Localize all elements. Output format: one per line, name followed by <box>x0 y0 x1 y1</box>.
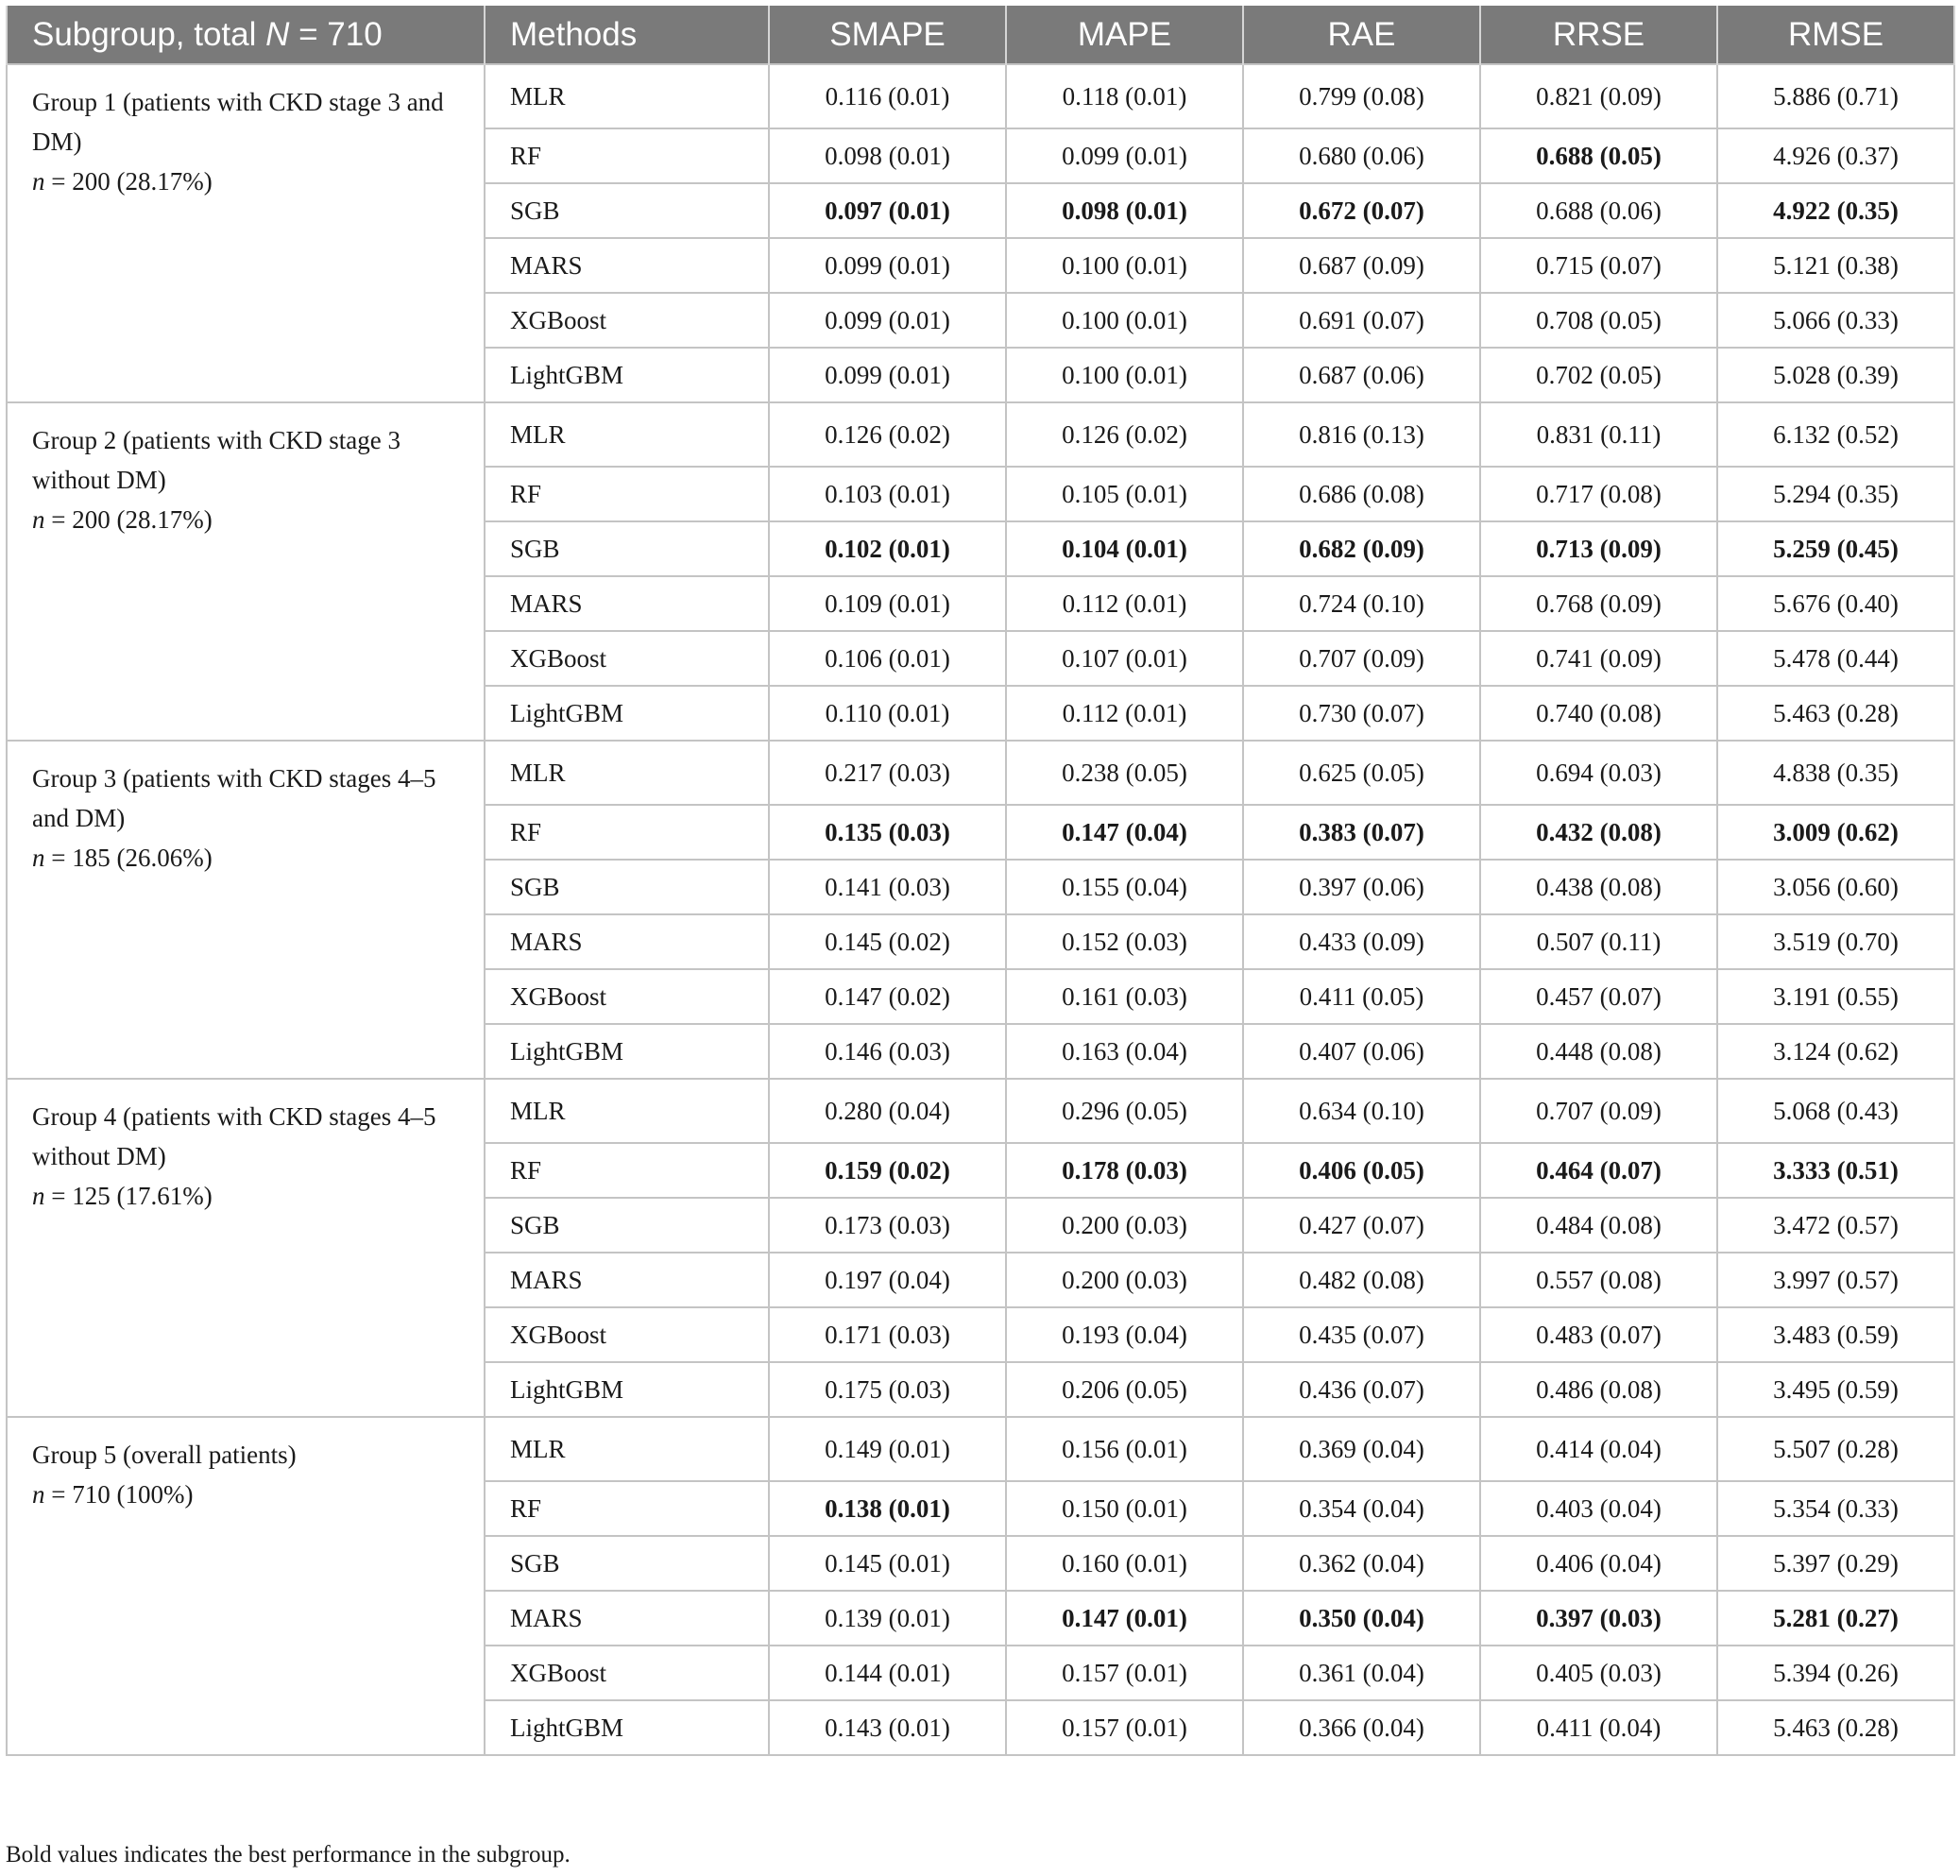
value-cell-rrse: 0.484 (0.08) <box>1480 1198 1717 1253</box>
value-cell-rae: 0.350 (0.04) <box>1243 1591 1480 1646</box>
value-cell-mape: 0.112 (0.01) <box>1006 576 1243 631</box>
value-cell-rae: 0.427 (0.07) <box>1243 1198 1480 1253</box>
value-cell-smape: 0.102 (0.01) <box>769 521 1006 576</box>
value-cell-mape: 0.100 (0.01) <box>1006 293 1243 348</box>
value-cell-rae: 0.369 (0.04) <box>1243 1417 1480 1481</box>
value-cell-mape: 0.105 (0.01) <box>1006 467 1243 521</box>
value-cell-smape: 0.116 (0.01) <box>769 64 1006 128</box>
value-cell-rmse: 5.886 (0.71) <box>1717 64 1954 128</box>
value-cell-rmse: 5.397 (0.29) <box>1717 1536 1954 1591</box>
value-cell-rmse: 3.997 (0.57) <box>1717 1253 1954 1307</box>
value-cell-rmse: 3.124 (0.62) <box>1717 1024 1954 1079</box>
value-cell-mape: 0.178 (0.03) <box>1006 1143 1243 1198</box>
value-cell-smape: 0.144 (0.01) <box>769 1646 1006 1700</box>
value-cell-rae: 0.361 (0.04) <box>1243 1646 1480 1700</box>
subgroup-count-var: n <box>32 844 45 872</box>
method-cell: RF <box>485 467 769 521</box>
value-cell-rmse: 3.495 (0.59) <box>1717 1362 1954 1417</box>
value-cell-rrse: 0.486 (0.08) <box>1480 1362 1717 1417</box>
method-cell: SGB <box>485 1536 769 1591</box>
value-cell-rrse: 0.740 (0.08) <box>1480 686 1717 741</box>
method-cell: MARS <box>485 238 769 293</box>
value-cell-rae: 0.680 (0.06) <box>1243 128 1480 183</box>
subgroup-cell <box>7 64 485 402</box>
value-cell-rrse: 0.707 (0.09) <box>1480 1079 1717 1143</box>
value-cell-rrse: 0.741 (0.09) <box>1480 631 1717 686</box>
value-cell-rrse: 0.464 (0.07) <box>1480 1143 1717 1198</box>
value-cell-rrse: 0.448 (0.08) <box>1480 1024 1717 1079</box>
value-cell-rmse: 5.394 (0.26) <box>1717 1646 1954 1700</box>
value-cell-rmse: 5.259 (0.45) <box>1717 521 1954 576</box>
value-cell-mape: 0.147 (0.01) <box>1006 1591 1243 1646</box>
value-cell-smape: 0.098 (0.01) <box>769 128 1006 183</box>
header-metric-mape: MAPE <box>1006 6 1243 64</box>
value-cell-rrse: 0.768 (0.09) <box>1480 576 1717 631</box>
value-cell-rmse: 4.926 (0.37) <box>1717 128 1954 183</box>
value-cell-mape: 0.160 (0.01) <box>1006 1536 1243 1591</box>
value-cell-smape: 0.110 (0.01) <box>769 686 1006 741</box>
header-metric-smape: SMAPE <box>769 6 1006 64</box>
value-cell-rrse: 0.507 (0.11) <box>1480 914 1717 969</box>
table-row <box>7 64 1954 128</box>
method-cell: LightGBM <box>485 1700 769 1755</box>
value-cell-smape: 0.135 (0.03) <box>769 805 1006 860</box>
value-cell-rmse: 5.121 (0.38) <box>1717 238 1954 293</box>
method-cell: MARS <box>485 1253 769 1307</box>
value-cell-rae: 0.816 (0.13) <box>1243 402 1480 467</box>
subgroup-cell <box>7 402 485 741</box>
value-cell-smape: 0.141 (0.03) <box>769 860 1006 914</box>
method-cell: XGBoost <box>485 1646 769 1700</box>
value-cell-rrse: 0.557 (0.08) <box>1480 1253 1717 1307</box>
value-cell-rae: 0.435 (0.07) <box>1243 1307 1480 1362</box>
value-cell-mape: 0.100 (0.01) <box>1006 348 1243 402</box>
header-subgroup <box>7 6 485 64</box>
table-row <box>7 1079 1954 1143</box>
value-cell-rmse: 3.056 (0.60) <box>1717 860 1954 914</box>
value-cell-rrse: 0.406 (0.04) <box>1480 1536 1717 1591</box>
subgroup-count-var: n <box>32 505 45 534</box>
value-cell-smape: 0.106 (0.01) <box>769 631 1006 686</box>
subgroup-cell <box>7 741 485 1079</box>
value-cell-mape: 0.126 (0.02) <box>1006 402 1243 467</box>
value-cell-mape: 0.147 (0.04) <box>1006 805 1243 860</box>
value-cell-rrse: 0.694 (0.03) <box>1480 741 1717 805</box>
value-cell-rmse: 6.132 (0.52) <box>1717 402 1954 467</box>
method-cell: RF <box>485 128 769 183</box>
value-cell-rrse: 0.411 (0.04) <box>1480 1700 1717 1755</box>
value-cell-rae: 0.397 (0.06) <box>1243 860 1480 914</box>
value-cell-rrse: 0.414 (0.04) <box>1480 1417 1717 1481</box>
value-cell-smape: 0.159 (0.02) <box>769 1143 1006 1198</box>
value-cell-mape: 0.163 (0.04) <box>1006 1024 1243 1079</box>
value-cell-rmse: 3.472 (0.57) <box>1717 1198 1954 1253</box>
value-cell-mape: 0.238 (0.05) <box>1006 741 1243 805</box>
value-cell-mape: 0.296 (0.05) <box>1006 1079 1243 1143</box>
method-cell: XGBoost <box>485 293 769 348</box>
value-cell-rrse: 0.702 (0.05) <box>1480 348 1717 402</box>
footnote: Bold values indicates the best performance in the subgroup. <box>6 1842 571 1867</box>
value-cell-rae: 0.682 (0.09) <box>1243 521 1480 576</box>
value-cell-smape: 0.097 (0.01) <box>769 183 1006 238</box>
value-cell-rae: 0.482 (0.08) <box>1243 1253 1480 1307</box>
value-cell-smape: 0.126 (0.02) <box>769 402 1006 467</box>
method-cell: RF <box>485 1481 769 1536</box>
value-cell-mape: 0.156 (0.01) <box>1006 1417 1243 1481</box>
value-cell-rae: 0.724 (0.10) <box>1243 576 1480 631</box>
value-cell-rae: 0.383 (0.07) <box>1243 805 1480 860</box>
value-cell-smape: 0.146 (0.03) <box>769 1024 1006 1079</box>
value-cell-rrse: 0.831 (0.11) <box>1480 402 1717 467</box>
method-cell: LightGBM <box>485 348 769 402</box>
method-cell: MARS <box>485 1591 769 1646</box>
subgroup-label: Group 4 (patients with CKD stages 4–5 without DM) <box>32 1102 436 1170</box>
value-cell-mape: 0.100 (0.01) <box>1006 238 1243 293</box>
value-cell-mape: 0.200 (0.03) <box>1006 1198 1243 1253</box>
header-subgroup-var: N <box>265 15 290 53</box>
value-cell-rmse: 3.333 (0.51) <box>1717 1143 1954 1198</box>
value-cell-rae: 0.406 (0.05) <box>1243 1143 1480 1198</box>
method-cell: RF <box>485 1143 769 1198</box>
method-cell: MARS <box>485 576 769 631</box>
subgroup-count <box>32 500 463 539</box>
value-cell-mape: 0.157 (0.01) <box>1006 1646 1243 1700</box>
value-cell-smape: 0.280 (0.04) <box>769 1079 1006 1143</box>
header-row <box>7 6 1954 64</box>
method-cell: LightGBM <box>485 1362 769 1417</box>
subgroup-count-value: = 125 (17.61%) <box>44 1182 213 1210</box>
method-cell: SGB <box>485 183 769 238</box>
value-cell-rae: 0.436 (0.07) <box>1243 1362 1480 1417</box>
value-cell-mape: 0.099 (0.01) <box>1006 128 1243 183</box>
value-cell-smape: 0.143 (0.01) <box>769 1700 1006 1755</box>
subgroup-count <box>32 162 463 201</box>
value-cell-smape: 0.173 (0.03) <box>769 1198 1006 1253</box>
value-cell-rmse: 5.028 (0.39) <box>1717 348 1954 402</box>
method-cell: SGB <box>485 860 769 914</box>
subgroup-count-var: n <box>32 167 45 196</box>
table-row <box>7 1417 1954 1481</box>
value-cell-smape: 0.109 (0.01) <box>769 576 1006 631</box>
subgroup-count-value: = 200 (28.17%) <box>44 167 213 196</box>
value-cell-smape: 0.099 (0.01) <box>769 348 1006 402</box>
header-metric-rrse: RRSE <box>1480 6 1717 64</box>
value-cell-smape: 0.099 (0.01) <box>769 293 1006 348</box>
value-cell-rmse: 4.922 (0.35) <box>1717 183 1954 238</box>
value-cell-smape: 0.171 (0.03) <box>769 1307 1006 1362</box>
value-cell-smape: 0.145 (0.01) <box>769 1536 1006 1591</box>
method-cell: MLR <box>485 402 769 467</box>
value-cell-rae: 0.354 (0.04) <box>1243 1481 1480 1536</box>
value-cell-mape: 0.112 (0.01) <box>1006 686 1243 741</box>
value-cell-mape: 0.193 (0.04) <box>1006 1307 1243 1362</box>
value-cell-rrse: 0.688 (0.05) <box>1480 128 1717 183</box>
value-cell-smape: 0.103 (0.01) <box>769 467 1006 521</box>
subgroup-label: Group 5 (overall patients) <box>32 1441 297 1469</box>
value-cell-rae: 0.634 (0.10) <box>1243 1079 1480 1143</box>
method-cell: MARS <box>485 914 769 969</box>
subgroup-count-var: n <box>32 1480 45 1509</box>
value-cell-mape: 0.200 (0.03) <box>1006 1253 1243 1307</box>
value-cell-rae: 0.433 (0.09) <box>1243 914 1480 969</box>
value-cell-mape: 0.098 (0.01) <box>1006 183 1243 238</box>
subgroup-cell <box>7 1417 485 1755</box>
value-cell-rae: 0.687 (0.06) <box>1243 348 1480 402</box>
subgroup-count <box>32 1176 463 1216</box>
value-cell-rae: 0.687 (0.09) <box>1243 238 1480 293</box>
value-cell-mape: 0.155 (0.04) <box>1006 860 1243 914</box>
value-cell-rae: 0.730 (0.07) <box>1243 686 1480 741</box>
value-cell-rmse: 5.676 (0.40) <box>1717 576 1954 631</box>
value-cell-rrse: 0.432 (0.08) <box>1480 805 1717 860</box>
subgroup-label: Group 1 (patients with CKD stage 3 and DM) <box>32 88 444 156</box>
header-subgroup-suffix: = 710 <box>289 15 383 53</box>
value-cell-smape: 0.099 (0.01) <box>769 238 1006 293</box>
value-cell-mape: 0.118 (0.01) <box>1006 64 1243 128</box>
value-cell-mape: 0.104 (0.01) <box>1006 521 1243 576</box>
value-cell-rrse: 0.708 (0.05) <box>1480 293 1717 348</box>
value-cell-rmse: 5.066 (0.33) <box>1717 293 1954 348</box>
subgroup-cell <box>7 1079 485 1417</box>
value-cell-smape: 0.147 (0.02) <box>769 969 1006 1024</box>
value-cell-rrse: 0.457 (0.07) <box>1480 969 1717 1024</box>
value-cell-rmse: 5.507 (0.28) <box>1717 1417 1954 1481</box>
value-cell-rrse: 0.483 (0.07) <box>1480 1307 1717 1362</box>
value-cell-smape: 0.138 (0.01) <box>769 1481 1006 1536</box>
header-methods: Methods <box>485 6 769 64</box>
value-cell-rrse: 0.403 (0.04) <box>1480 1481 1717 1536</box>
method-cell: XGBoost <box>485 631 769 686</box>
subgroup-count-value: = 185 (26.06%) <box>44 844 213 872</box>
value-cell-rmse: 5.463 (0.28) <box>1717 686 1954 741</box>
method-cell: XGBoost <box>485 969 769 1024</box>
value-cell-rae: 0.366 (0.04) <box>1243 1700 1480 1755</box>
value-cell-smape: 0.145 (0.02) <box>769 914 1006 969</box>
header-metric-rae: RAE <box>1243 6 1480 64</box>
value-cell-rae: 0.411 (0.05) <box>1243 969 1480 1024</box>
value-cell-rrse: 0.688 (0.06) <box>1480 183 1717 238</box>
subgroup-count <box>32 1475 463 1514</box>
method-cell: MLR <box>485 64 769 128</box>
value-cell-rmse: 3.483 (0.59) <box>1717 1307 1954 1362</box>
method-cell: XGBoost <box>485 1307 769 1362</box>
method-cell: SGB <box>485 1198 769 1253</box>
value-cell-mape: 0.206 (0.05) <box>1006 1362 1243 1417</box>
table-header <box>7 6 1954 64</box>
value-cell-rmse: 3.009 (0.62) <box>1717 805 1954 860</box>
subgroup-count-value: = 200 (28.17%) <box>44 505 213 534</box>
method-cell: MLR <box>485 1417 769 1481</box>
subgroup-count-var: n <box>32 1182 45 1210</box>
value-cell-rmse: 4.838 (0.35) <box>1717 741 1954 805</box>
value-cell-rmse: 5.463 (0.28) <box>1717 1700 1954 1755</box>
value-cell-rrse: 0.397 (0.03) <box>1480 1591 1717 1646</box>
value-cell-rae: 0.707 (0.09) <box>1243 631 1480 686</box>
value-cell-rmse: 5.294 (0.35) <box>1717 467 1954 521</box>
table-row <box>7 741 1954 805</box>
value-cell-smape: 0.197 (0.04) <box>769 1253 1006 1307</box>
table-row <box>7 402 1954 467</box>
value-cell-smape: 0.149 (0.01) <box>769 1417 1006 1481</box>
subgroup-label: Group 2 (patients with CKD stage 3 without DM) <box>32 426 401 494</box>
value-cell-rmse: 5.354 (0.33) <box>1717 1481 1954 1536</box>
value-cell-mape: 0.107 (0.01) <box>1006 631 1243 686</box>
value-cell-rrse: 0.715 (0.07) <box>1480 238 1717 293</box>
value-cell-rmse: 5.478 (0.44) <box>1717 631 1954 686</box>
value-cell-rrse: 0.405 (0.03) <box>1480 1646 1717 1700</box>
table-body <box>7 64 1954 1755</box>
method-cell: LightGBM <box>485 1024 769 1079</box>
value-cell-rrse: 0.713 (0.09) <box>1480 521 1717 576</box>
value-cell-mape: 0.161 (0.03) <box>1006 969 1243 1024</box>
value-cell-rae: 0.686 (0.08) <box>1243 467 1480 521</box>
value-cell-mape: 0.152 (0.03) <box>1006 914 1243 969</box>
value-cell-rae: 0.799 (0.08) <box>1243 64 1480 128</box>
value-cell-rmse: 5.281 (0.27) <box>1717 1591 1954 1646</box>
value-cell-smape: 0.139 (0.01) <box>769 1591 1006 1646</box>
value-cell-rmse: 3.519 (0.70) <box>1717 914 1954 969</box>
value-cell-smape: 0.217 (0.03) <box>769 741 1006 805</box>
value-cell-rae: 0.362 (0.04) <box>1243 1536 1480 1591</box>
value-cell-rrse: 0.821 (0.09) <box>1480 64 1717 128</box>
value-cell-rae: 0.672 (0.07) <box>1243 183 1480 238</box>
value-cell-mape: 0.150 (0.01) <box>1006 1481 1243 1536</box>
value-cell-mape: 0.157 (0.01) <box>1006 1700 1243 1755</box>
subgroup-label: Group 3 (patients with CKD stages 4–5 and DM) <box>32 764 436 832</box>
value-cell-rae: 0.691 (0.07) <box>1243 293 1480 348</box>
value-cell-rmse: 5.068 (0.43) <box>1717 1079 1954 1143</box>
header-subgroup-prefix: Subgroup, total <box>32 15 266 53</box>
value-cell-rrse: 0.717 (0.08) <box>1480 467 1717 521</box>
value-cell-rmse: 3.191 (0.55) <box>1717 969 1954 1024</box>
method-cell: MLR <box>485 741 769 805</box>
header-metric-rmse: RMSE <box>1717 6 1954 64</box>
value-cell-rrse: 0.438 (0.08) <box>1480 860 1717 914</box>
subgroup-count-value: = 710 (100%) <box>44 1480 194 1509</box>
value-cell-smape: 0.175 (0.03) <box>769 1362 1006 1417</box>
value-cell-rae: 0.625 (0.05) <box>1243 741 1480 805</box>
method-cell: RF <box>485 805 769 860</box>
subgroup-count <box>32 838 463 878</box>
method-cell: SGB <box>485 521 769 576</box>
value-cell-rae: 0.407 (0.06) <box>1243 1024 1480 1079</box>
method-cell: MLR <box>485 1079 769 1143</box>
method-cell: LightGBM <box>485 686 769 741</box>
results-table <box>6 6 1955 1756</box>
